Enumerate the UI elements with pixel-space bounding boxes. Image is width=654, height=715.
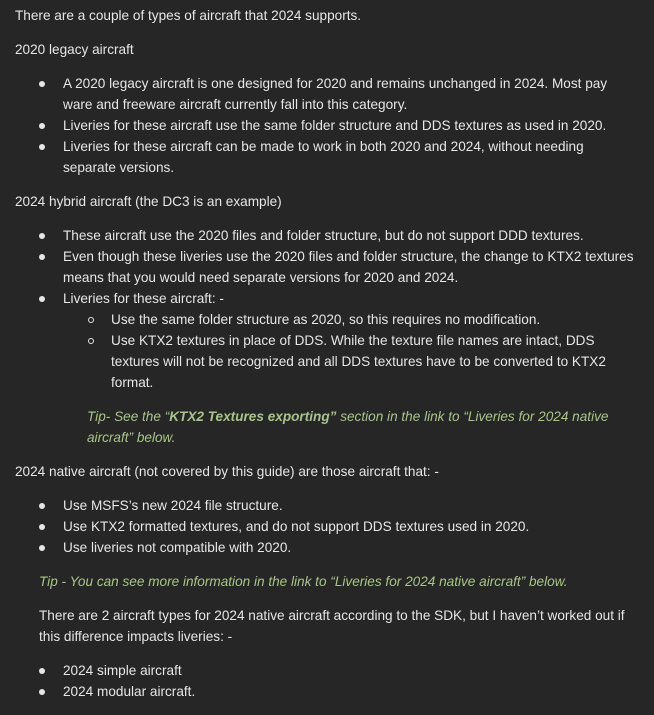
native-tip: Tip - You can see more information in the link to “Liveries for 2024 native aircraft” below. <box>39 574 568 589</box>
hybrid-sublist <box>63 309 640 393</box>
list-item: A 2020 legacy aircraft is one designed for 2020 and remains unchanged in 2024. Most pay ware and freeware aircraft currently fall into this category. <box>15 73 640 115</box>
list-item: 2024 modular aircraft. <box>15 681 640 702</box>
list-item-label: Liveries for these aircraft: - <box>63 291 224 306</box>
sub-list-item: Use KTX2 textures in place of DDS. While the texture file names are intact, DDS textures will not be recognized and all DDS textures have to be converted to KTX2 format. <box>63 330 640 393</box>
list-item: Use MSFS’s new 2024 file structure. <box>15 495 640 516</box>
hybrid-tip <box>15 406 640 448</box>
list-item <box>15 288 640 393</box>
intro-text: There are a couple of types of aircraft that 2024 supports. <box>15 8 362 23</box>
list-item: 2024 simple aircraft <box>15 660 640 681</box>
hybrid-heading: 2024 hybrid aircraft (the DC3 is an example) <box>15 194 282 209</box>
list-item: Use KTX2 formatted textures, and do not support DDS textures used in 2020. <box>15 516 640 537</box>
native-types-text: There are 2 aircraft types for 2024 native aircraft according to the SDK, but I haven’t worked out if this difference impacts liveries: - <box>39 608 625 644</box>
list-item: Even though these liveries use the 2020 files and folder structure, the change to KTX2 textures means that you would need separate versions for 2020 and 2024. <box>15 246 640 288</box>
list-item: Liveries for these aircraft can be made to work in both 2020 and 2024, without needing separate versions. <box>15 136 640 178</box>
sub-list-item: Use the same folder structure as 2020, so this requires no modification. <box>63 309 640 330</box>
list-item: Use liveries not compatible with 2020. <box>15 537 640 558</box>
native-types-list <box>15 660 640 702</box>
native-list <box>15 495 640 558</box>
native-heading: 2024 native aircraft (not covered by this guide) are those aircraft that: - <box>15 464 439 479</box>
list-item: These aircraft use the 2020 files and folder structure, but do not support DDD textures. <box>15 225 640 246</box>
legacy-heading: 2020 legacy aircraft <box>15 42 134 57</box>
legacy-list <box>15 73 640 178</box>
list-item: Liveries for these aircraft use the same folder structure and DDS textures as used in 2020. <box>15 115 640 136</box>
tip-bold: KTX2 Textures exporting” <box>169 409 337 424</box>
tip-prefix: Tip- See the “ <box>87 409 170 424</box>
document-body <box>15 5 640 715</box>
tip-suffix: section in the link to “Liveries for 2024 native aircraft” below. <box>87 409 609 445</box>
hybrid-list <box>15 225 640 393</box>
